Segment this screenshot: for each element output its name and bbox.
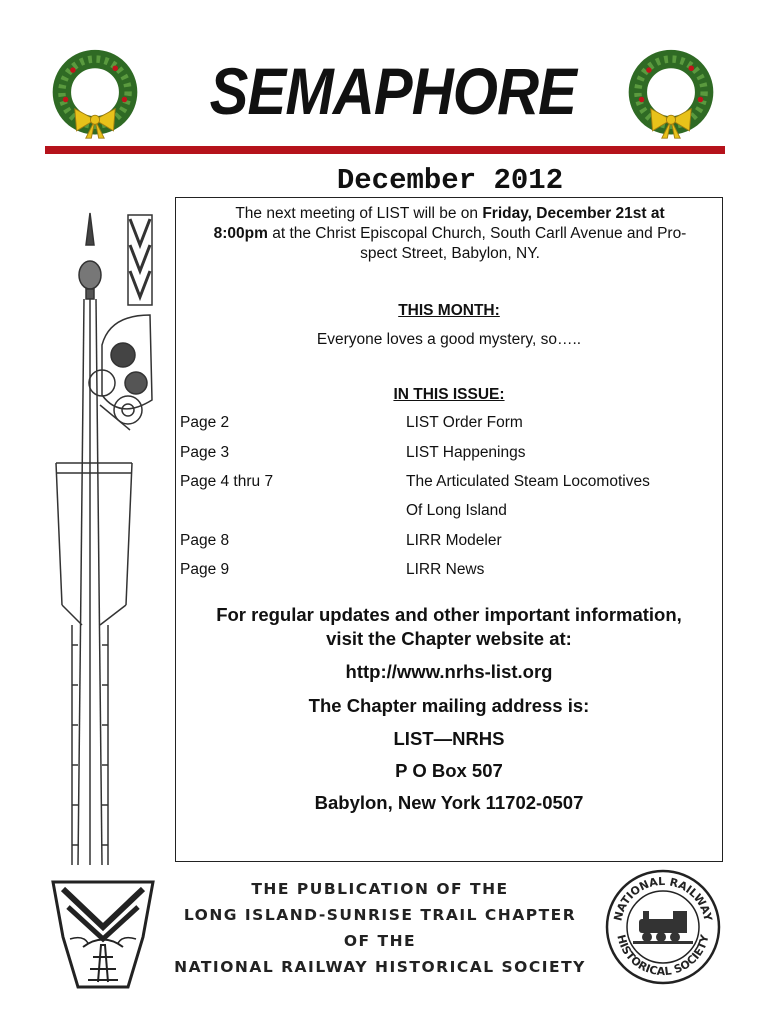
this-month-heading: THIS MONTH: xyxy=(398,302,500,319)
wreath-left-icon xyxy=(49,48,141,140)
meeting-date: Friday, December 21st at xyxy=(482,205,665,222)
footer-line3: OF THE xyxy=(343,932,417,950)
address-city: Babylon, New York 11702-0507 xyxy=(314,792,584,813)
footer-line2: LONG ISLAND-SUNRISE TRAIL CHAPTER xyxy=(183,906,577,924)
this-month-text: Everyone loves a good mystery, so….. xyxy=(316,331,582,348)
toc-title: LIST Order Form xyxy=(406,414,523,431)
toc-row xyxy=(180,444,720,473)
svg-text:NATIONAL RAILWAY xyxy=(611,875,714,923)
semaphore-signal-illustration xyxy=(40,205,170,870)
toc-page: Page 8 xyxy=(180,532,230,549)
toc-row xyxy=(180,502,720,531)
toc-row xyxy=(180,414,720,443)
toc-row xyxy=(180,561,720,590)
toc-title: LIST Happenings xyxy=(406,444,526,461)
toc-title: The Articulated Steam Locomotives xyxy=(406,473,650,490)
issue-month: December 2012 xyxy=(336,164,564,197)
updates-line2: visit the Chapter website at: xyxy=(326,628,572,649)
meeting-location-cont: spect Street, Babylon, NY. xyxy=(360,245,540,262)
updates-line1: For regular updates and other important information, xyxy=(216,604,682,625)
footer-line4: NATIONAL RAILWAY HISTORICAL SOCIETY xyxy=(174,958,586,976)
masthead-title: SEMAPHORE xyxy=(209,54,577,128)
toc-title: Of Long Island xyxy=(406,502,507,519)
meeting-line1-pre: The next meeting of LIST will be on xyxy=(235,205,483,222)
toc-page: Page 9 xyxy=(180,561,230,578)
in-this-issue-heading: IN THIS ISSUE: xyxy=(393,386,505,403)
mailing-label: The Chapter mailing address is: xyxy=(308,695,590,716)
keystone-logo-icon xyxy=(48,877,158,992)
website-link[interactable]: http://www.nrhs-list.org xyxy=(345,661,553,682)
nrhs-seal-logo xyxy=(603,867,723,987)
footer-line1: THE PUBLICATION OF THE xyxy=(251,880,509,898)
seal-bottom-text: HISTORICAL SOCIETY xyxy=(614,933,712,979)
locomotive-icon xyxy=(633,911,693,944)
toc-page: Page 4 thru 7 xyxy=(180,473,274,490)
toc-page: Page 2 xyxy=(180,414,230,431)
address-name: LIST—NRHS xyxy=(393,728,505,749)
seal-top-text: NATIONAL RAILWAY xyxy=(611,874,715,923)
toc-row xyxy=(180,473,720,502)
address-box: P O Box 507 xyxy=(395,760,503,781)
meeting-location: at the Christ Episcopal Church, South Carll Avenue and Pro- xyxy=(267,225,687,242)
toc-title: LIRR News xyxy=(406,561,485,578)
wreath-right-icon xyxy=(625,48,717,140)
toc-page: Page 3 xyxy=(180,444,230,461)
meeting-time: 8:00pm xyxy=(213,225,268,242)
accent-bar xyxy=(45,146,725,154)
toc-title: LIRR Modeler xyxy=(406,532,502,549)
meeting-notice xyxy=(180,204,720,264)
toc-row xyxy=(180,532,720,561)
